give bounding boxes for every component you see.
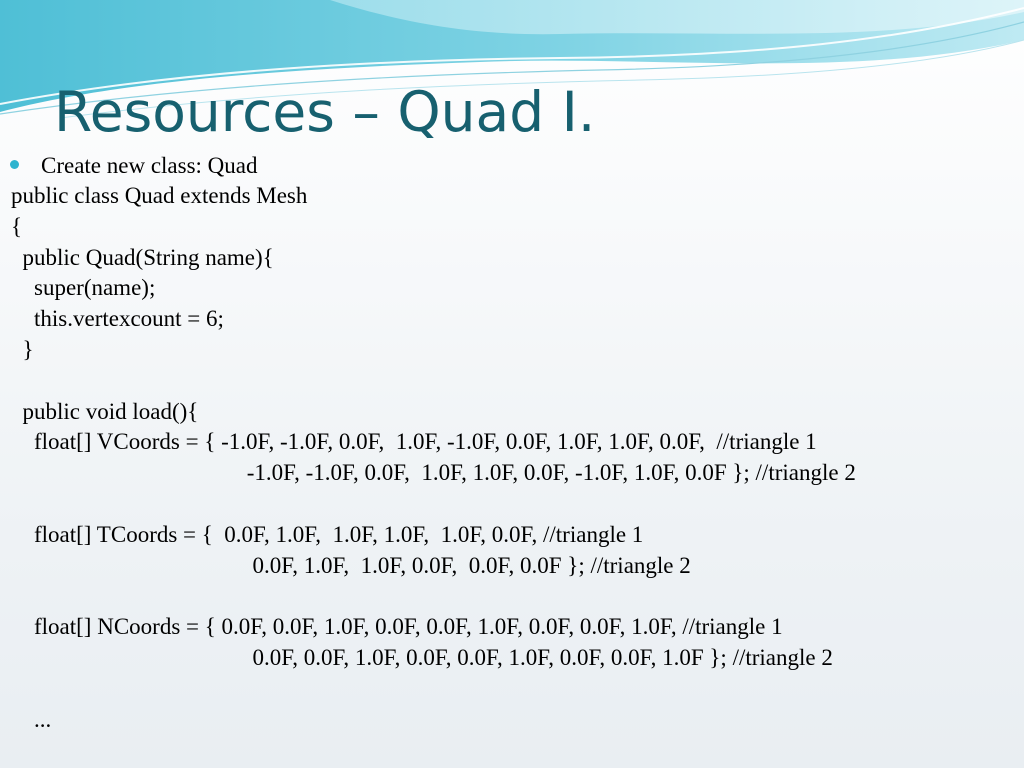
bullet-item — [10, 150, 258, 181]
code-line — [11, 581, 856, 612]
bullet-text: Create new class: Quad — [41, 152, 258, 178]
code-line: 0.0F, 0.0F, 1.0F, 0.0F, 0.0F, 1.0F, 0.0F, 0.0F, 1.0F }; //triangle 2 — [11, 644, 833, 670]
slide-title: Resources – Quad I. — [54, 80, 596, 144]
code-line: this.vertexcount = 6; — [11, 306, 224, 332]
code-line: } — [11, 336, 34, 362]
code-line: public void load(){ — [11, 398, 199, 424]
code-line — [11, 366, 856, 397]
code-line: float[] VCoords = { -1.0F, -1.0F, 0.0F, 1.0F, -1.0F, 0.0F, 1.0F, 1.0F, 0.0F, //triangle 1 — [11, 429, 817, 455]
code-line: -1.0F, -1.0F, 0.0F, 1.0F, 1.0F, 0.0F, -1.0F, 1.0F, 0.0F }; //triangle 2 — [11, 460, 856, 486]
code-line: ... — [11, 706, 52, 732]
code-line: super(name); — [11, 275, 156, 301]
bullet-dot-icon — [10, 160, 19, 169]
code-line: float[] NCoords = { 0.0F, 0.0F, 1.0F, 0.0F, 0.0F, 1.0F, 0.0F, 0.0F, 1.0F, //triangle 1 — [11, 614, 783, 640]
code-line — [11, 489, 856, 520]
code-line: public Quad(String name){ — [11, 244, 274, 270]
code-line — [11, 674, 856, 705]
code-line: float[] TCoords = { 0.0F, 1.0F, 1.0F, 1.0F, 1.0F, 0.0F, //triangle 1 — [11, 521, 644, 547]
code-line: public class Quad extends Mesh — [11, 183, 308, 208]
code-line: 0.0F, 1.0F, 1.0F, 0.0F, 0.0F, 0.0F }; //triangle 2 — [11, 552, 691, 578]
code-line: { — [11, 213, 23, 239]
code-block — [11, 181, 856, 735]
